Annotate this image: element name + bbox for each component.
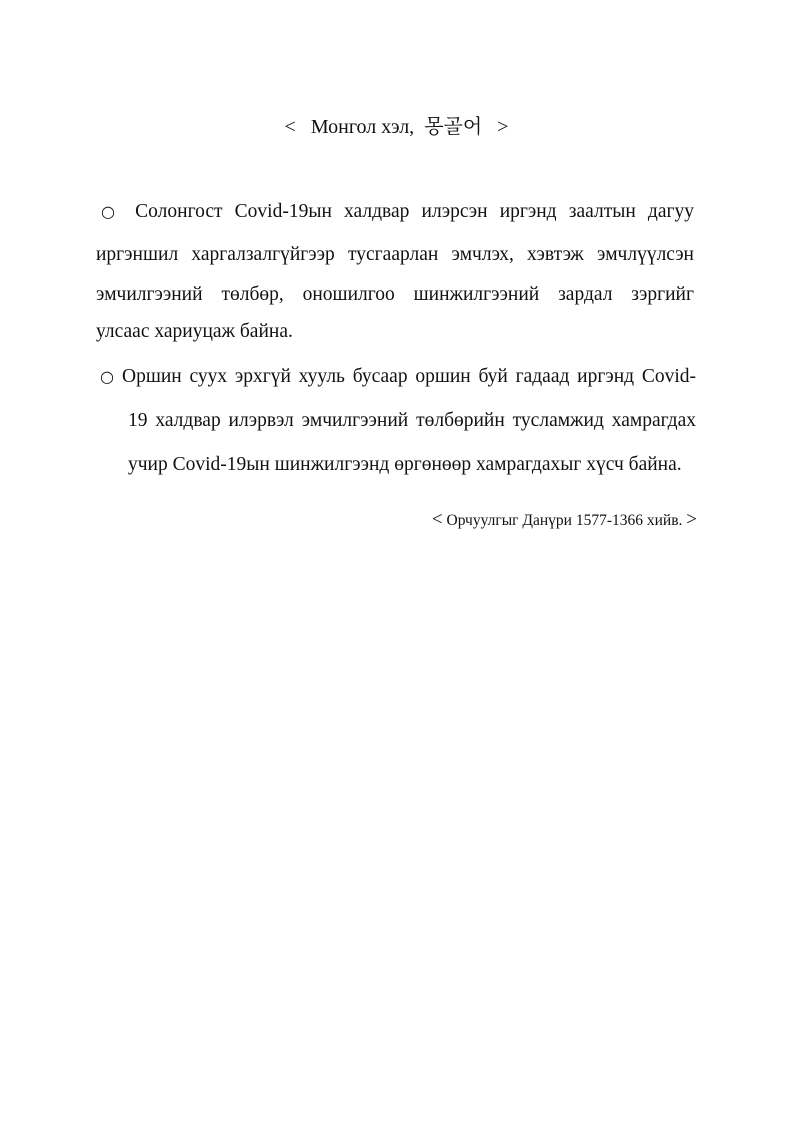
credit-text: Орчуулгыг Данүри 1577-1366 хийв.: [446, 512, 683, 529]
paragraph-2: [100, 355, 696, 487]
paragraph-2-line-1-text: Оршин суух эрхгүй хууль бусаар оршин буй гадаад иргэнд Covid-: [122, 366, 696, 387]
credit-close-bracket: >: [686, 509, 697, 530]
credit-open-bracket: <: [431, 509, 443, 530]
paragraph-2-line-1: [100, 355, 696, 399]
title-close-bracket: >: [497, 116, 509, 138]
paragraph-1-line-3: эмчилгээний төлбөр, оношилгоо шинжилгээний зардал зэргийг: [96, 284, 694, 305]
title-text: Монгол хэл,: [310, 116, 415, 138]
translation-credit: [432, 508, 697, 533]
bullet-icon: ○: [100, 367, 114, 386]
title-korean: 몽골어: [424, 114, 483, 138]
bullet-icon: ○: [101, 202, 115, 221]
document-title: [0, 112, 793, 141]
paragraph-2-line-2: 19 халдвар илэрвэл эмчилгээний төлбөрийн тусламжид хамрагдах: [128, 410, 696, 431]
title-open-bracket: <: [284, 116, 296, 138]
paragraph-1-line-1-text: Солонгост Covid-19ын халдвар илэрсэн иргэнд заалтын дагуу: [135, 201, 694, 222]
paragraph-1-line-4: улсаас хариуцаж байна.: [96, 321, 293, 342]
paragraph-2-line-3: учир Covid-19ын шинжилгээнд өргөнөөр хамрагдахыг хүсч байна.: [128, 454, 682, 475]
paragraph-1-line-1: [96, 190, 694, 233]
paragraph-1-line-2: иргэншил харгалзалгүйгээр тусгаарлан эмчлэх, хэвтэж эмчлүүлсэн: [96, 244, 694, 265]
paragraph-1: [96, 190, 694, 353]
